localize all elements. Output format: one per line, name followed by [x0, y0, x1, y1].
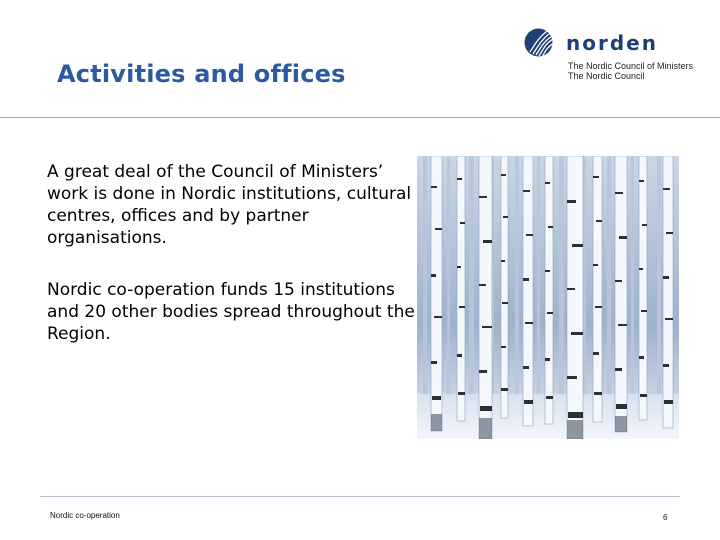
norden-wordmark: norden: [566, 31, 658, 55]
norden-logo: [524, 28, 674, 58]
birch-forest-photo: [417, 156, 679, 439]
org-line-council-of-ministers: The Nordic Council of Ministers: [568, 61, 694, 71]
footer-label: Nordic co-operation: [50, 511, 120, 520]
slide-title: Activities and offices: [57, 60, 346, 88]
body-paragraph-1: A great deal of the Council of Ministers’ work is done in Nordic institutions, cultural centres, offices and by partner organisations.: [47, 162, 412, 248]
header-divider: [0, 117, 720, 118]
page-number: 6: [663, 513, 668, 522]
org-line-nordic-council: The Nordic Council: [568, 71, 645, 81]
footer-divider: [40, 496, 680, 497]
birch-forest-image: [417, 156, 679, 439]
body-paragraph-2: Nordic co-operation funds 15 institutions and 20 other bodies spread throughout the Region.: [47, 280, 415, 344]
norden-swan-icon: [524, 28, 553, 57]
